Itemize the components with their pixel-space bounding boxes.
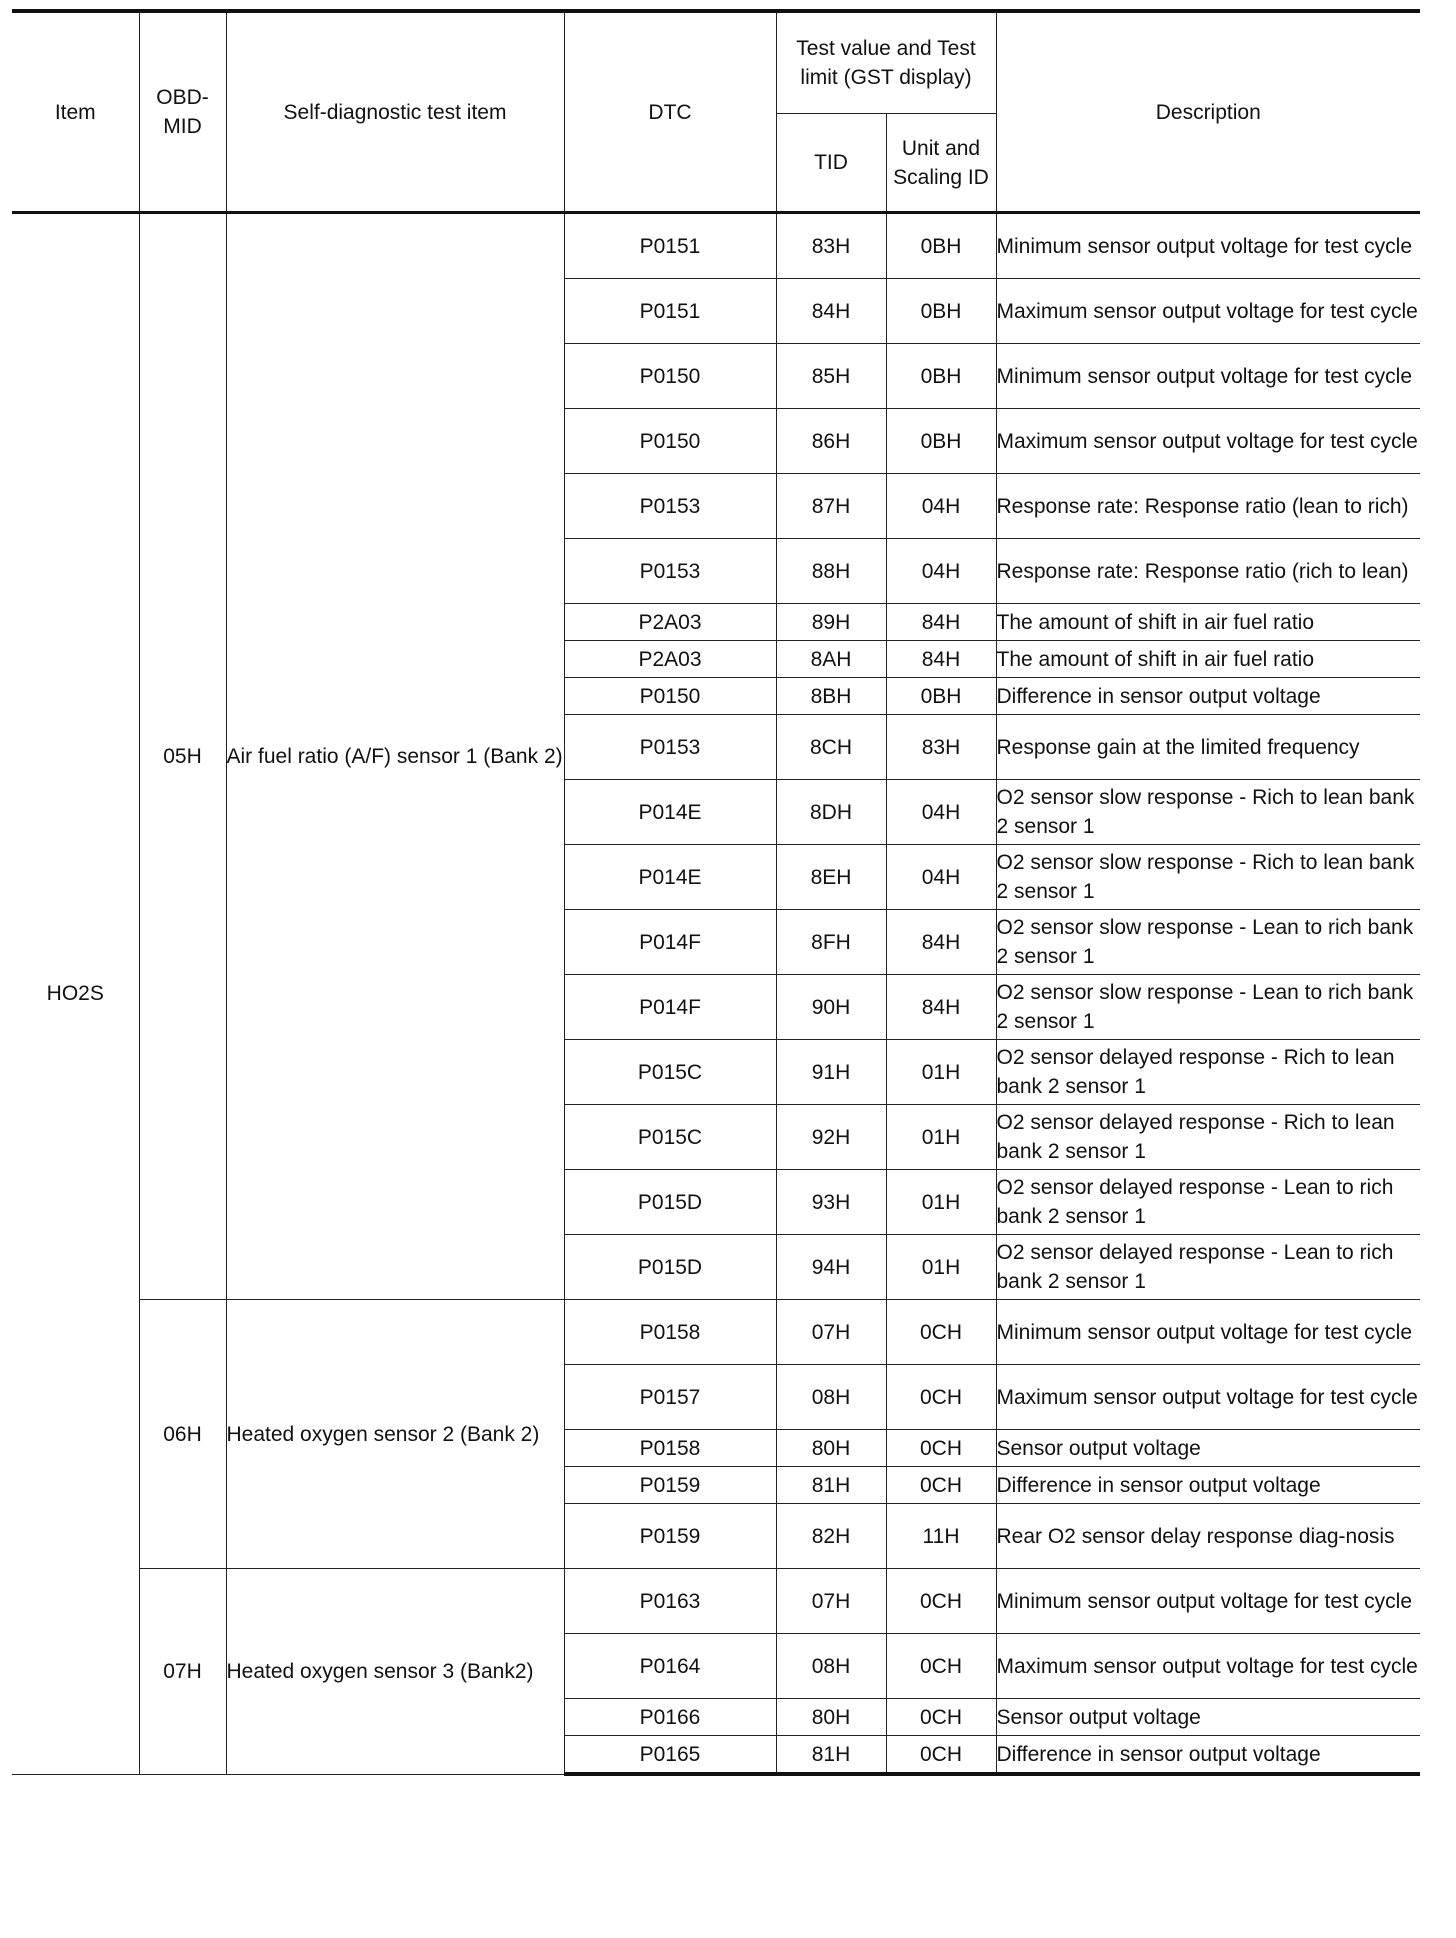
dtc-cell: P0153 xyxy=(564,715,776,780)
description-cell: O2 sensor delayed response - Rich to lean bank 2 sensor 1 xyxy=(996,1040,1420,1105)
description-cell: O2 sensor slow response - Lean to rich bank 2 sensor 1 xyxy=(996,975,1420,1040)
dtc-cell: P0158 xyxy=(564,1300,776,1365)
item-cell: HO2S xyxy=(12,213,139,1775)
dtc-cell: P015D xyxy=(564,1170,776,1235)
tid-cell: 8EH xyxy=(776,845,886,910)
tid-cell: 86H xyxy=(776,409,886,474)
tid-cell: 8DH xyxy=(776,780,886,845)
tid-cell: 80H xyxy=(776,1430,886,1467)
header-test-value-and-limit: Test value and Test limit (GST display) xyxy=(776,11,996,114)
tid-cell: 07H xyxy=(776,1300,886,1365)
tid-cell: 8BH xyxy=(776,678,886,715)
unit-scaling-id-cell: 84H xyxy=(886,604,996,641)
table-row xyxy=(12,1569,1420,1634)
unit-scaling-id-cell: 0BH xyxy=(886,344,996,409)
unit-scaling-id-cell: 04H xyxy=(886,845,996,910)
description-cell: O2 sensor delayed response - Lean to rich bank 2 sensor 1 xyxy=(996,1170,1420,1235)
unit-scaling-id-cell: 84H xyxy=(886,975,996,1040)
dtc-cell: P0163 xyxy=(564,1569,776,1634)
description-cell: The amount of shift in air fuel ratio xyxy=(996,604,1420,641)
tid-cell: 91H xyxy=(776,1040,886,1105)
dtc-cell: P0159 xyxy=(564,1504,776,1569)
table-body xyxy=(12,213,1420,1775)
description-cell: Response gain at the limited frequency xyxy=(996,715,1420,780)
description-cell: Response rate: Response ratio (lean to rich) xyxy=(996,474,1420,539)
unit-scaling-id-cell: 0CH xyxy=(886,1365,996,1430)
dtc-cell: P015C xyxy=(564,1040,776,1105)
unit-scaling-id-cell: 0BH xyxy=(886,279,996,344)
tid-cell: 87H xyxy=(776,474,886,539)
obd-test-table xyxy=(12,9,1420,1776)
dtc-cell: P0164 xyxy=(564,1634,776,1699)
unit-scaling-id-cell: 0BH xyxy=(886,409,996,474)
description-cell: Difference in sensor output voltage xyxy=(996,1736,1420,1775)
test-item-cell: Heated oxygen sensor 2 (Bank 2) xyxy=(226,1300,564,1569)
header-obd-mid: OBD-MID xyxy=(139,11,226,213)
tid-cell: 89H xyxy=(776,604,886,641)
dtc-cell: P2A03 xyxy=(564,641,776,678)
dtc-cell: P014E xyxy=(564,780,776,845)
tid-cell: 83H xyxy=(776,213,886,279)
description-cell: Maximum sensor output voltage for test cycle xyxy=(996,1634,1420,1699)
tid-cell: 8CH xyxy=(776,715,886,780)
unit-scaling-id-cell: 0CH xyxy=(886,1300,996,1365)
description-cell: O2 sensor delayed response - Lean to rich bank 2 sensor 1 xyxy=(996,1235,1420,1300)
table-row xyxy=(12,1300,1420,1365)
obd-test-table-wrapper xyxy=(12,9,1420,1776)
unit-scaling-id-cell: 84H xyxy=(886,910,996,975)
description-cell: Difference in sensor output voltage xyxy=(996,1467,1420,1504)
header-self-diagnostic-test-item: Self-diagnostic test item xyxy=(226,11,564,213)
header-description: Description xyxy=(996,11,1420,213)
tid-cell: 80H xyxy=(776,1699,886,1736)
table-header xyxy=(12,11,1420,213)
tid-cell: 8FH xyxy=(776,910,886,975)
dtc-cell: P0166 xyxy=(564,1699,776,1736)
tid-cell: 07H xyxy=(776,1569,886,1634)
dtc-cell: P014E xyxy=(564,845,776,910)
unit-scaling-id-cell: 0CH xyxy=(886,1699,996,1736)
tid-cell: 94H xyxy=(776,1235,886,1300)
description-cell: O2 sensor slow response - Lean to rich bank 2 sensor 1 xyxy=(996,910,1420,975)
dtc-cell: P0165 xyxy=(564,1736,776,1775)
dtc-cell: P0153 xyxy=(564,474,776,539)
tid-cell: 90H xyxy=(776,975,886,1040)
unit-scaling-id-cell: 04H xyxy=(886,780,996,845)
dtc-cell: P0153 xyxy=(564,539,776,604)
unit-scaling-id-cell: 0CH xyxy=(886,1430,996,1467)
unit-scaling-id-cell: 11H xyxy=(886,1504,996,1569)
description-cell: O2 sensor slow response - Rich to lean bank 2 sensor 1 xyxy=(996,780,1420,845)
description-cell: Response rate: Response ratio (rich to lean) xyxy=(996,539,1420,604)
description-cell: Rear O2 sensor delay response diag-nosis xyxy=(996,1504,1420,1569)
dtc-cell: P0150 xyxy=(564,409,776,474)
unit-scaling-id-cell: 0CH xyxy=(886,1634,996,1699)
description-cell: Maximum sensor output voltage for test cycle xyxy=(996,279,1420,344)
unit-scaling-id-cell: 0CH xyxy=(886,1467,996,1504)
table-row xyxy=(12,213,1420,279)
description-cell: Sensor output voltage xyxy=(996,1430,1420,1467)
dtc-cell: P015C xyxy=(564,1105,776,1170)
dtc-cell: P014F xyxy=(564,910,776,975)
tid-cell: 08H xyxy=(776,1365,886,1430)
unit-scaling-id-cell: 01H xyxy=(886,1105,996,1170)
header-unit-and-scaling-id: Unit and Scaling ID xyxy=(886,114,996,213)
unit-scaling-id-cell: 01H xyxy=(886,1040,996,1105)
tid-cell: 81H xyxy=(776,1467,886,1504)
dtc-cell: P0151 xyxy=(564,279,776,344)
header-dtc: DTC xyxy=(564,11,776,213)
test-item-cell: Heated oxygen sensor 3 (Bank2) xyxy=(226,1569,564,1775)
description-cell: O2 sensor slow response - Rich to lean bank 2 sensor 1 xyxy=(996,845,1420,910)
unit-scaling-id-cell: 0BH xyxy=(886,213,996,279)
header-tid: TID xyxy=(776,114,886,213)
unit-scaling-id-cell: 0CH xyxy=(886,1736,996,1775)
description-cell: Minimum sensor output voltage for test cycle xyxy=(996,213,1420,279)
description-cell: Minimum sensor output voltage for test cycle xyxy=(996,1569,1420,1634)
tid-cell: 85H xyxy=(776,344,886,409)
dtc-cell: P0157 xyxy=(564,1365,776,1430)
obd-mid-cell: 05H xyxy=(139,213,226,1300)
unit-scaling-id-cell: 04H xyxy=(886,474,996,539)
unit-scaling-id-cell: 01H xyxy=(886,1170,996,1235)
tid-cell: 88H xyxy=(776,539,886,604)
description-cell: Minimum sensor output voltage for test cycle xyxy=(996,344,1420,409)
dtc-cell: P014F xyxy=(564,975,776,1040)
dtc-cell: P0150 xyxy=(564,678,776,715)
unit-scaling-id-cell: 0CH xyxy=(886,1569,996,1634)
unit-scaling-id-cell: 01H xyxy=(886,1235,996,1300)
description-cell: O2 sensor delayed response - Rich to lean bank 2 sensor 1 xyxy=(996,1105,1420,1170)
description-cell: The amount of shift in air fuel ratio xyxy=(996,641,1420,678)
unit-scaling-id-cell: 83H xyxy=(886,715,996,780)
dtc-cell: P2A03 xyxy=(564,604,776,641)
unit-scaling-id-cell: 04H xyxy=(886,539,996,604)
tid-cell: 08H xyxy=(776,1634,886,1699)
unit-scaling-id-cell: 84H xyxy=(886,641,996,678)
dtc-cell: P0150 xyxy=(564,344,776,409)
test-item-cell: Air fuel ratio (A/F) sensor 1 (Bank 2) xyxy=(226,213,564,1300)
header-item: Item xyxy=(12,11,139,213)
dtc-cell: P0151 xyxy=(564,213,776,279)
obd-mid-cell: 07H xyxy=(139,1569,226,1775)
tid-cell: 84H xyxy=(776,279,886,344)
description-cell: Maximum sensor output voltage for test cycle xyxy=(996,409,1420,474)
description-cell: Minimum sensor output voltage for test cycle xyxy=(996,1300,1420,1365)
dtc-cell: P015D xyxy=(564,1235,776,1300)
tid-cell: 82H xyxy=(776,1504,886,1569)
tid-cell: 92H xyxy=(776,1105,886,1170)
description-cell: Sensor output voltage xyxy=(996,1699,1420,1736)
unit-scaling-id-cell: 0BH xyxy=(886,678,996,715)
tid-cell: 93H xyxy=(776,1170,886,1235)
tid-cell: 81H xyxy=(776,1736,886,1775)
dtc-cell: P0159 xyxy=(564,1467,776,1504)
dtc-cell: P0158 xyxy=(564,1430,776,1467)
description-cell: Difference in sensor output voltage xyxy=(996,678,1420,715)
tid-cell: 8AH xyxy=(776,641,886,678)
obd-mid-cell: 06H xyxy=(139,1300,226,1569)
description-cell: Maximum sensor output voltage for test cycle xyxy=(996,1365,1420,1430)
